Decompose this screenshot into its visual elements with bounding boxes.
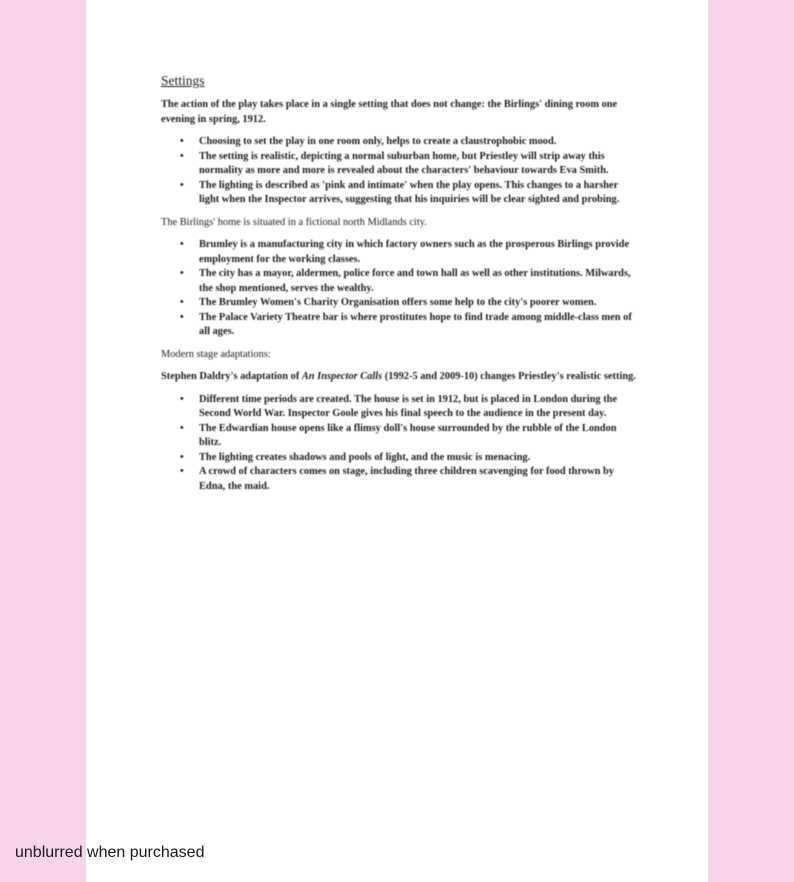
list-item: • The city has a mayor, aldermen, police force and town hall as well as other institutions. Milwards, the shop mentioned, serves the wealthy. [180,267,636,296]
list-item: • The Edwardian house opens like a flimsy doll's house surrounded by the rubble of the London blitz. [180,422,636,451]
list-item: • The Palace Variety Theatre bar is where prostitutes hope to find trade among middle-class men of all ages. [180,311,636,340]
city-intro-paragraph: The Birlings' home is situated in a fictional north Midlands city. [161,216,427,228]
setting-bullet-list [180,135,636,208]
list-item: • The setting is realistic, depicting a normal suburban home, but Priestley will strip away this normality as more and more is revealed about the characters' behaviour towards Eva Smith. [180,150,636,179]
adaptation-text-before: Stephen Daldry's adaptation of [161,371,302,382]
list-item: • Brumley is a manufacturing city in which factory owners such as the prosperous Birlings provide employment for the working classes. [180,238,636,267]
city-bullet-list [180,238,636,340]
document-body [161,72,636,502]
adaptation-bullet-list [180,393,636,495]
settings-heading: Settings [161,73,205,88]
list-item: • The lighting creates shadows and pools of light, and the music is menacing. [180,451,636,466]
list-item: • Choosing to set the play in one room only, helps to create a claustrophobic mood. [180,135,636,150]
play-title: An Inspector Calls [301,371,383,382]
adaptation-paragraph [161,370,636,385]
document-page [86,0,708,882]
list-item: • The Brumley Women's Charity Organisation offers some help to the city's poorer women. [180,296,636,311]
modern-adaptations-heading: Modern stage adaptations: [161,348,271,360]
list-item: • A crowd of characters comes on stage, including three children scavenging for food thrown by Edna, the maid. [180,465,636,494]
list-item: • Different time periods are created. The house is set in 1912, but is placed in London during the Second World War. Inspector Goole gives his final speech to the audience in the present day. [180,393,636,422]
list-item: • The lighting is described as 'pink and intimate' when the play opens. This changes to a harsher light when the Inspector arrives, suggesting that his inquiries will be clear sighted and probing. [180,179,636,208]
watermark-text: unblurred when purchased [15,844,205,861]
intro-paragraph: The action of the play takes place in a single setting that does not change: the Birlings' dining room one evening in spring, 1912. [161,99,618,125]
adaptation-text-after: (1992-5 and 2009-10) changes Priestley's realistic setting. [382,371,636,382]
